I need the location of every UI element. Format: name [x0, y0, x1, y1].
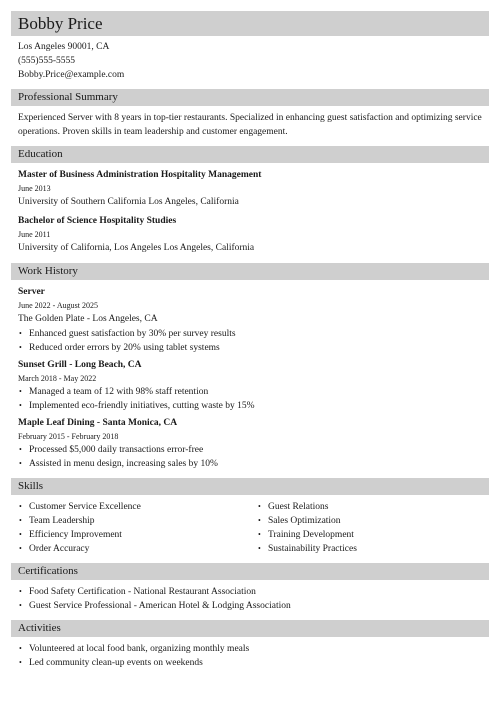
- education-date: June 2011: [18, 230, 51, 239]
- bullet-icon: •: [19, 644, 22, 653]
- list-item: • Assisted in menu design, increasing sales by 10%: [19, 459, 218, 469]
- job-bullets: [11, 385, 489, 413]
- bullet-icon: •: [19, 516, 22, 525]
- section-heading-summary: Professional Summary: [11, 89, 489, 106]
- section-heading-work-history: Work History: [11, 263, 489, 280]
- list-item: • Efficiency Improvement: [19, 530, 122, 540]
- job-entry: [11, 416, 489, 471]
- bullet-icon: •: [258, 516, 261, 525]
- list-item: • Sales Optimization: [258, 516, 341, 526]
- section-heading-certifications: Certifications: [11, 563, 489, 580]
- bullet-icon: •: [19, 530, 22, 539]
- list-item: • Guest Service Professional - American Hotel & Lodging Association: [19, 601, 291, 611]
- list-item: • Managed a team of 12 with 98% staff retention: [19, 387, 209, 397]
- activities-list: [11, 642, 489, 670]
- job-date: March 2018 - May 2022: [18, 374, 97, 383]
- section-heading-activities: Activities: [11, 620, 489, 637]
- list-item: • Food Safety Certification - National Restaurant Association: [19, 587, 256, 597]
- bullet-icon: •: [19, 601, 22, 610]
- bullet-icon: •: [258, 530, 261, 539]
- job-title: Sunset Grill - Long Beach, CA: [18, 360, 142, 370]
- certifications-list: [11, 585, 489, 613]
- bullet-icon: •: [19, 459, 22, 468]
- contact-phone: (555)555-5555: [18, 56, 75, 66]
- list-item: • Enhanced guest satisfaction by 30% per survey results: [19, 329, 236, 339]
- bullet-icon: •: [19, 343, 22, 352]
- bullet-icon: •: [19, 587, 22, 596]
- job-title: Maple Leaf Dining - Santa Monica, CA: [18, 418, 178, 428]
- list-item: • Order Accuracy: [19, 544, 90, 554]
- list-item: • Reduced order errors by 20% using tablet systems: [19, 343, 220, 353]
- contact-location: Los Angeles 90001, CA: [18, 42, 110, 52]
- education-school: University of Southern California Los Angeles, California: [18, 197, 239, 207]
- job-entry: [11, 358, 489, 413]
- list-item: • Volunteered at local food bank, organizing monthly meals: [19, 644, 250, 654]
- list-item: • Customer Service Excellence: [19, 502, 141, 512]
- section-heading-education: Education: [11, 146, 489, 163]
- bullet-icon: •: [19, 401, 22, 410]
- list-item: • Training Development: [258, 530, 354, 540]
- job-bullets: [11, 443, 489, 471]
- education-school: University of California, Los Angeles Los Angeles, California: [18, 243, 255, 253]
- contact-info: [11, 40, 489, 82]
- job-title: Server: [18, 287, 45, 297]
- list-item: • Processed $5,000 daily transactions error-free: [19, 445, 204, 455]
- skills-left-column: [11, 500, 250, 556]
- skills-grid: [11, 500, 489, 556]
- job-entry: [11, 285, 489, 355]
- contact-email: Bobby.Price@example.com: [18, 70, 125, 80]
- candidate-name: Bobby Price: [11, 11, 489, 36]
- summary-text: Experienced Server with 8 years in top-tier restaurants. Specialized in enhancing guest satisfaction and optimizing service operations. Proven skills in team leadership and customer engagement.: [18, 113, 482, 137]
- education-entry: [11, 168, 489, 210]
- education-entry: [11, 214, 489, 256]
- education-degree: Bachelor of Science Hospitality Studies: [18, 216, 177, 226]
- bullet-icon: •: [19, 387, 22, 396]
- education-degree: Master of Business Administration Hospitality Management: [18, 170, 262, 180]
- bullet-icon: •: [258, 502, 261, 511]
- job-date: February 2015 - February 2018: [18, 432, 119, 441]
- bullet-icon: •: [19, 658, 22, 667]
- section-heading-skills: Skills: [11, 478, 489, 495]
- list-item: • Led community clean-up events on weekends: [19, 658, 203, 668]
- job-employer: The Golden Plate - Los Angeles, CA: [18, 314, 158, 324]
- list-item: • Implemented eco-friendly initiatives, cutting waste by 15%: [19, 401, 255, 411]
- list-item: • Team Leadership: [19, 516, 95, 526]
- bullet-icon: •: [19, 502, 22, 511]
- skills-right-column: [250, 500, 489, 556]
- bullet-icon: •: [19, 445, 22, 454]
- bullet-icon: •: [19, 329, 22, 338]
- bullet-icon: •: [19, 544, 22, 553]
- education-date: June 2013: [18, 184, 51, 193]
- list-item: • Guest Relations: [258, 502, 329, 512]
- job-bullets: [11, 327, 489, 355]
- list-item: • Sustainability Practices: [258, 544, 357, 554]
- job-date: June 2022 - August 2025: [18, 301, 98, 310]
- bullet-icon: •: [258, 544, 261, 553]
